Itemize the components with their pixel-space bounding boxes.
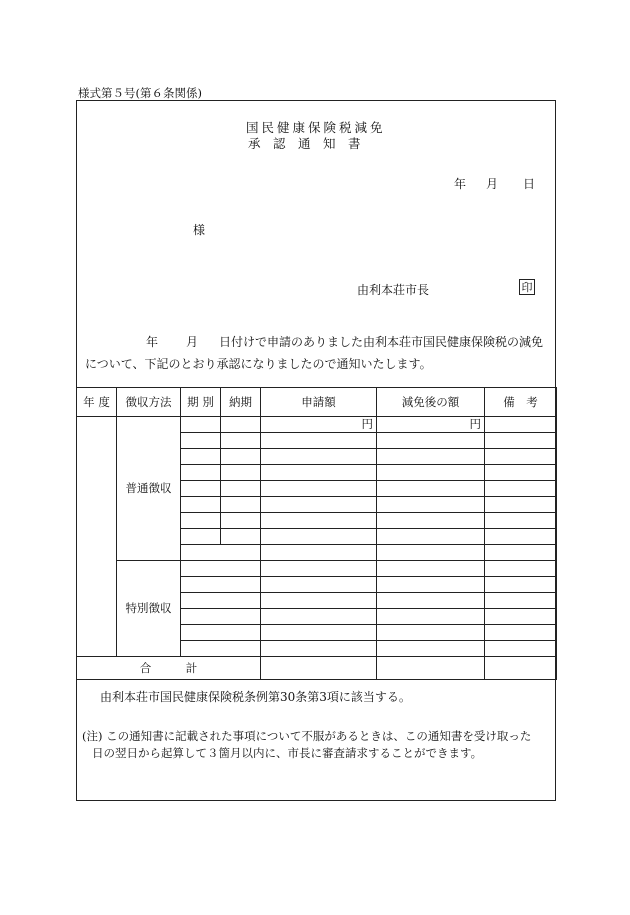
regular-collection-cell: 普通徴収 — [117, 417, 181, 561]
table-header-row — [77, 388, 557, 417]
header-installment: 期 別 — [181, 388, 221, 417]
table-row — [77, 561, 557, 577]
official-seal-box: 印 — [519, 279, 535, 295]
tax-reduction-table — [76, 387, 557, 680]
document-title-line2: 承 認 通 知 書 — [248, 136, 361, 151]
body-text-line2: について、下記のとおり承認になりましたので通知いたします。 — [85, 357, 432, 371]
date-day-label: 日 — [523, 177, 536, 191]
body-month-label: 月 — [186, 335, 199, 349]
body-year-label: 年 — [146, 335, 159, 349]
statute-reference: 由利本荘市国民健康保険税条例第30条第3項に該当する。 — [100, 690, 411, 704]
note-line2: 日の翌日から起算して３箇月以内に、市長に審査請求することができます。 — [92, 746, 483, 760]
total-label: 合 計 — [77, 657, 261, 680]
table-row — [77, 417, 557, 433]
form-number-label: 様式第５号(第６条関係) — [78, 86, 202, 100]
recipient-suffix: 様 — [193, 223, 206, 237]
header-remarks: 備 考 — [485, 388, 557, 417]
special-collection-cell: 特別徴収 — [117, 561, 181, 657]
note-line1: (注) この通知書に記載された事項について不服があるときは、この通知書を受け取った — [82, 729, 532, 743]
applied-amount-unit: 円 — [261, 417, 377, 433]
header-reduced-amount: 減免後の額 — [377, 388, 485, 417]
header-applied-amount: 申請額 — [261, 388, 377, 417]
body-text-line1: 日付けで申請のありました由利本荘市国民健康保険税の減免 — [219, 335, 544, 349]
header-due-date: 納期 — [221, 388, 261, 417]
date-year-label: 年 — [454, 177, 467, 191]
date-month-label: 月 — [486, 177, 499, 191]
total-row — [77, 657, 557, 680]
fiscal-year-cell — [77, 417, 117, 657]
issuer-name: 由利本荘市長 — [357, 283, 430, 297]
header-collection-method: 徴収方法 — [117, 388, 181, 417]
reduced-amount-unit: 円 — [377, 417, 485, 433]
header-fiscal-year: 年 度 — [77, 388, 117, 417]
document-title-line1: 国民健康保険税減免 — [246, 120, 386, 135]
